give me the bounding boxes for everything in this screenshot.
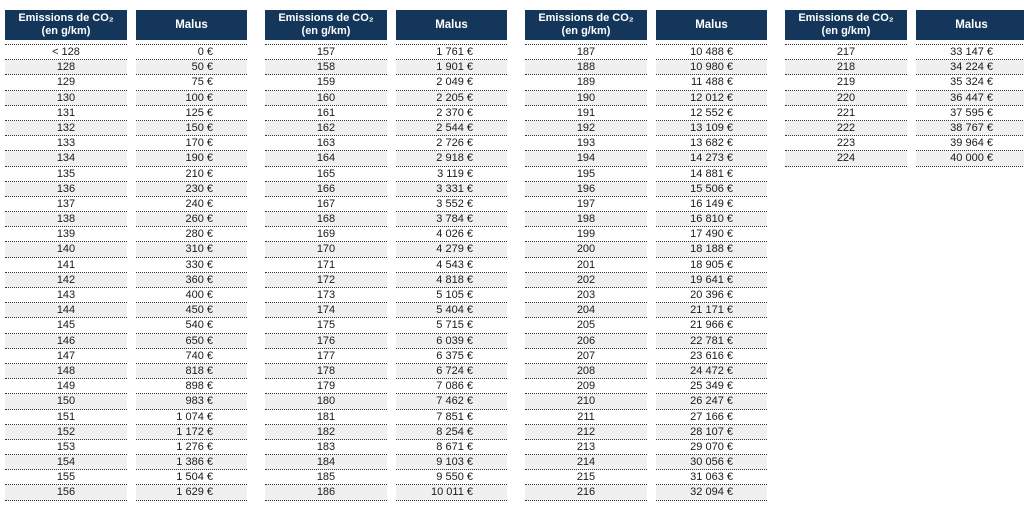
emissions-cell: 213 — [525, 440, 647, 455]
emissions-cell: 202 — [525, 273, 647, 288]
emissions-cell: 188 — [525, 60, 647, 75]
emissions-column — [785, 10, 907, 167]
emissions-cell: 141 — [5, 258, 127, 273]
emissions-cell: 201 — [525, 258, 647, 273]
emissions-cell: 207 — [525, 349, 647, 364]
emissions-cell: 138 — [5, 212, 127, 227]
malus-values — [136, 44, 247, 501]
malus-values — [656, 44, 767, 501]
malus-column — [916, 10, 1024, 167]
emissions-cell: 187 — [525, 45, 647, 60]
emissions-cell: 212 — [525, 425, 647, 440]
malus-cell: 2 726 € — [396, 136, 507, 151]
emissions-cell: 181 — [265, 410, 387, 425]
emissions-cell: 137 — [5, 197, 127, 212]
emissions-cell: 148 — [5, 364, 127, 379]
emissions-cell: 155 — [5, 470, 127, 485]
malus-cell: 6 375 € — [396, 349, 507, 364]
emissions-cell: 166 — [265, 182, 387, 197]
emissions-cell: 133 — [5, 136, 127, 151]
malus-cell: 2 049 € — [396, 75, 507, 90]
malus-cell: 14 273 € — [656, 151, 767, 166]
malus-cell: 34 224 € — [916, 60, 1024, 75]
emissions-cell: 200 — [525, 242, 647, 257]
malus-cell: 33 147 € — [916, 45, 1024, 60]
malus-cell: 6 724 € — [396, 364, 507, 379]
malus-cell: 10 488 € — [656, 45, 767, 60]
malus-cell: 3 119 € — [396, 167, 507, 182]
malus-cell: 4 279 € — [396, 242, 507, 257]
malus-cell: 210 € — [136, 167, 247, 182]
malus-cell: 10 980 € — [656, 60, 767, 75]
malus-cell: 1 172 € — [136, 425, 247, 440]
malus-cell: 260 € — [136, 212, 247, 227]
emissions-cell: 223 — [785, 136, 907, 151]
emissions-cell: 145 — [5, 318, 127, 333]
emissions-cell: 203 — [525, 288, 647, 303]
malus-cell: 27 166 € — [656, 410, 767, 425]
malus-cell: 2 370 € — [396, 106, 507, 121]
malus-cell: 4 818 € — [396, 273, 507, 288]
emissions-cell: 129 — [5, 75, 127, 90]
malus-cell: 36 447 € — [916, 91, 1024, 106]
emissions-cell: 221 — [785, 106, 907, 121]
malus-cell: 16 149 € — [656, 197, 767, 212]
malus-cell: 31 063 € — [656, 470, 767, 485]
malus-cell: 30 056 € — [656, 455, 767, 470]
emissions-cell: 164 — [265, 151, 387, 166]
emissions-cell: 151 — [5, 410, 127, 425]
malus-cell: 37 595 € — [916, 106, 1024, 121]
emissions-cell: 191 — [525, 106, 647, 121]
emissions-cell: 163 — [265, 136, 387, 151]
malus-cell: 17 490 € — [656, 227, 767, 242]
emissions-cell: 211 — [525, 410, 647, 425]
emissions-cell: 144 — [5, 303, 127, 318]
malus-cell: 190 € — [136, 151, 247, 166]
emissions-cell: 132 — [5, 121, 127, 136]
emissions-column — [265, 10, 387, 501]
emissions-cell: 167 — [265, 197, 387, 212]
malus-cell: 330 € — [136, 258, 247, 273]
malus-column — [396, 10, 507, 501]
emissions-values — [785, 44, 907, 167]
emissions-cell: 214 — [525, 455, 647, 470]
malus-cell: 1 074 € — [136, 410, 247, 425]
malus-cell: 7 462 € — [396, 394, 507, 409]
emissions-cell: 139 — [5, 227, 127, 242]
malus-cell: 29 070 € — [656, 440, 767, 455]
emissions-values — [5, 44, 127, 501]
emissions-cell: 165 — [265, 167, 387, 182]
emissions-cell: 197 — [525, 197, 647, 212]
malus-cell: 15 506 € — [656, 182, 767, 197]
table-block-2 — [265, 10, 507, 501]
emissions-cell: 130 — [5, 91, 127, 106]
emissions-cell: 205 — [525, 318, 647, 333]
emissions-cell: 204 — [525, 303, 647, 318]
malus-cell: 9 550 € — [396, 470, 507, 485]
malus-cell: 0 € — [136, 45, 247, 60]
malus-cell: 13 682 € — [656, 136, 767, 151]
emissions-cell: < 128 — [5, 45, 127, 60]
emissions-cell: 172 — [265, 273, 387, 288]
emissions-cell: 131 — [5, 106, 127, 121]
emissions-cell: 224 — [785, 151, 907, 166]
malus-cell: 2 918 € — [396, 151, 507, 166]
malus-cell: 3 331 € — [396, 182, 507, 197]
emissions-cell: 199 — [525, 227, 647, 242]
malus-cell: 8 671 € — [396, 440, 507, 455]
malus-cell: 7 086 € — [396, 379, 507, 394]
emissions-cell: 189 — [525, 75, 647, 90]
emissions-cell: 194 — [525, 151, 647, 166]
malus-cell: 1 761 € — [396, 45, 507, 60]
emissions-cell: 195 — [525, 167, 647, 182]
emissions-cell: 217 — [785, 45, 907, 60]
emissions-cell: 159 — [265, 75, 387, 90]
malus-cell: 9 103 € — [396, 455, 507, 470]
malus-cell: 5 715 € — [396, 318, 507, 333]
malus-cell: 50 € — [136, 60, 247, 75]
emissions-header: Emissions de CO₂ (en g/km) — [785, 10, 907, 40]
malus-cell: 21 171 € — [656, 303, 767, 318]
malus-cell: 4 543 € — [396, 258, 507, 273]
malus-cell: 10 011 € — [396, 485, 507, 500]
emissions-cell: 185 — [265, 470, 387, 485]
emissions-cell: 150 — [5, 394, 127, 409]
malus-cell: 75 € — [136, 75, 247, 90]
emissions-cell: 174 — [265, 303, 387, 318]
malus-values — [396, 44, 507, 501]
malus-cell: 170 € — [136, 136, 247, 151]
emissions-cell: 158 — [265, 60, 387, 75]
emissions-cell: 152 — [5, 425, 127, 440]
emissions-cell: 170 — [265, 242, 387, 257]
emissions-cell: 135 — [5, 167, 127, 182]
malus-cell: 898 € — [136, 379, 247, 394]
malus-cell: 26 247 € — [656, 394, 767, 409]
malus-cell: 7 851 € — [396, 410, 507, 425]
malus-cell: 25 349 € — [656, 379, 767, 394]
emissions-cell: 142 — [5, 273, 127, 288]
emissions-cell: 216 — [525, 485, 647, 500]
malus-cell: 230 € — [136, 182, 247, 197]
malus-header: Malus — [916, 10, 1024, 40]
emissions-cell: 134 — [5, 151, 127, 166]
emissions-cell: 160 — [265, 91, 387, 106]
malus-cell: 6 039 € — [396, 334, 507, 349]
emissions-cell: 208 — [525, 364, 647, 379]
malus-cell: 1 629 € — [136, 485, 247, 500]
emissions-cell: 218 — [785, 60, 907, 75]
malus-cell: 2 544 € — [396, 121, 507, 136]
malus-cell: 12 012 € — [656, 91, 767, 106]
malus-cell: 125 € — [136, 106, 247, 121]
malus-cell: 650 € — [136, 334, 247, 349]
emissions-column — [5, 10, 127, 501]
emissions-cell: 180 — [265, 394, 387, 409]
malus-cell: 1 276 € — [136, 440, 247, 455]
malus-cell: 12 552 € — [656, 106, 767, 121]
emissions-cell: 143 — [5, 288, 127, 303]
malus-cell: 3 552 € — [396, 197, 507, 212]
malus-cell: 28 107 € — [656, 425, 767, 440]
emissions-cell: 196 — [525, 182, 647, 197]
table-block-1 — [5, 10, 247, 501]
emissions-cell: 156 — [5, 485, 127, 500]
emissions-cell: 206 — [525, 334, 647, 349]
emissions-cell: 210 — [525, 394, 647, 409]
emissions-cell: 149 — [5, 379, 127, 394]
emissions-cell: 209 — [525, 379, 647, 394]
emissions-cell: 157 — [265, 45, 387, 60]
malus-cell: 20 396 € — [656, 288, 767, 303]
emissions-cell: 162 — [265, 121, 387, 136]
malus-cell: 1 386 € — [136, 455, 247, 470]
malus-cell: 1 901 € — [396, 60, 507, 75]
malus-cell: 11 488 € — [656, 75, 767, 90]
emissions-column — [525, 10, 647, 501]
emissions-cell: 179 — [265, 379, 387, 394]
malus-cell: 150 € — [136, 121, 247, 136]
emissions-cell: 186 — [265, 485, 387, 500]
malus-cell: 2 205 € — [396, 91, 507, 106]
emissions-cell: 161 — [265, 106, 387, 121]
malus-values — [916, 44, 1024, 167]
emissions-cell: 128 — [5, 60, 127, 75]
emissions-cell: 169 — [265, 227, 387, 242]
malus-cell: 1 504 € — [136, 470, 247, 485]
malus-cell: 38 767 € — [916, 121, 1024, 136]
emissions-cell: 222 — [785, 121, 907, 136]
malus-cell: 4 026 € — [396, 227, 507, 242]
malus-cell: 13 109 € — [656, 121, 767, 136]
malus-cell: 32 094 € — [656, 485, 767, 500]
malus-cell: 19 641 € — [656, 273, 767, 288]
malus-cell: 23 616 € — [656, 349, 767, 364]
emissions-cell: 184 — [265, 455, 387, 470]
emissions-cell: 215 — [525, 470, 647, 485]
emissions-cell: 178 — [265, 364, 387, 379]
malus-cell: 18 905 € — [656, 258, 767, 273]
malus-cell: 240 € — [136, 197, 247, 212]
table-block-3 — [525, 10, 767, 501]
emissions-cell: 136 — [5, 182, 127, 197]
malus-cell: 3 784 € — [396, 212, 507, 227]
malus-header: Malus — [396, 10, 507, 40]
malus-cell: 40 000 € — [916, 151, 1024, 166]
malus-cell: 18 188 € — [656, 242, 767, 257]
emissions-header: Emissions de CO₂ (en g/km) — [525, 10, 647, 40]
malus-cell: 22 781 € — [656, 334, 767, 349]
malus-cell: 310 € — [136, 242, 247, 257]
emissions-cell: 176 — [265, 334, 387, 349]
emissions-cell: 147 — [5, 349, 127, 364]
emissions-values — [525, 44, 647, 501]
malus-column — [656, 10, 767, 501]
emissions-header: Emissions de CO₂ (en g/km) — [265, 10, 387, 40]
malus-cell: 21 966 € — [656, 318, 767, 333]
emissions-cell: 219 — [785, 75, 907, 90]
malus-cell: 540 € — [136, 318, 247, 333]
emissions-cell: 175 — [265, 318, 387, 333]
emissions-cell: 190 — [525, 91, 647, 106]
malus-cell: 5 404 € — [396, 303, 507, 318]
malus-cell: 14 881 € — [656, 167, 767, 182]
emissions-cell: 171 — [265, 258, 387, 273]
emissions-cell: 146 — [5, 334, 127, 349]
emissions-cell: 154 — [5, 455, 127, 470]
malus-cell: 280 € — [136, 227, 247, 242]
malus-cell: 360 € — [136, 273, 247, 288]
emissions-cell: 220 — [785, 91, 907, 106]
table-block-4 — [785, 10, 1024, 167]
malus-cell: 24 472 € — [656, 364, 767, 379]
emissions-cell: 153 — [5, 440, 127, 455]
emissions-cell: 140 — [5, 242, 127, 257]
malus-cell: 818 € — [136, 364, 247, 379]
emissions-cell: 168 — [265, 212, 387, 227]
malus-header: Malus — [136, 10, 247, 40]
emissions-cell: 183 — [265, 440, 387, 455]
emissions-cell: 193 — [525, 136, 647, 151]
malus-cell: 450 € — [136, 303, 247, 318]
malus-cell: 8 254 € — [396, 425, 507, 440]
emissions-cell: 198 — [525, 212, 647, 227]
malus-column — [136, 10, 247, 501]
malus-cell: 39 964 € — [916, 136, 1024, 151]
malus-cell: 740 € — [136, 349, 247, 364]
malus-cell: 983 € — [136, 394, 247, 409]
malus-cell: 100 € — [136, 91, 247, 106]
malus-header: Malus — [656, 10, 767, 40]
emissions-cell: 182 — [265, 425, 387, 440]
emissions-cell: 177 — [265, 349, 387, 364]
malus-cell: 5 105 € — [396, 288, 507, 303]
emissions-header: Emissions de CO₂ (en g/km) — [5, 10, 127, 40]
emissions-cell: 173 — [265, 288, 387, 303]
malus-cell: 35 324 € — [916, 75, 1024, 90]
malus-cell: 400 € — [136, 288, 247, 303]
malus-cell: 16 810 € — [656, 212, 767, 227]
emissions-cell: 192 — [525, 121, 647, 136]
emissions-values — [265, 44, 387, 501]
